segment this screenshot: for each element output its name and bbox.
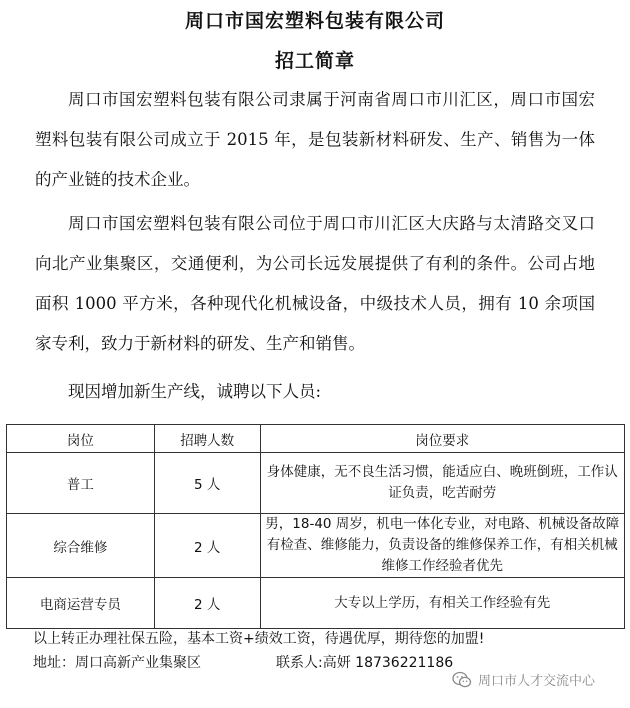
cell-requirement: 男，18-40 周岁，机电一体化专业，对电路、机械设备故障有检查、维修能力，负责设备的维修保养工作，有相关机械维修工作经验者优先: [260, 514, 624, 578]
cell-count: 5 人: [154, 453, 260, 514]
table-row: [7, 514, 625, 578]
document-title: 招工简章: [274, 50, 355, 72]
intro-paragraph-3: 现因增加新生产线，诚聘以下人员:: [68, 382, 322, 401]
cell-position: 普工: [7, 453, 155, 514]
cell-count: 2 人: [154, 578, 260, 629]
wechat-icon: [452, 671, 472, 689]
address-text: 地址：周口高新产业集聚区: [33, 655, 201, 671]
header-position: 岗位: [7, 425, 155, 453]
table-row: [7, 578, 625, 629]
company-title: 周口市国宏塑料包装有限公司: [184, 10, 445, 32]
watermark-text: 周口市人才交流中心: [478, 674, 596, 689]
cell-position: 综合维修: [7, 514, 155, 578]
intro-paragraph-2: 周口市国宏塑料包装有限公司位于周口市川汇区大庆路与太清路交叉口向北产业集聚区，交通便利，为公司长远发展提供了有利的条件。公司占地面积 1000 平方米，各种现代化机械设备，中级技术人员，拥有 10 余项国家专利，致力于新材料的研发、生产和销售。: [35, 214, 595, 353]
benefits-text: 以上转正办理社保五险，基本工资+绩效工资，待遇优厚，期待您的加盟!: [33, 631, 485, 647]
table-row: [7, 453, 625, 514]
recruitment-table: [6, 424, 625, 629]
table-header-row: [7, 425, 625, 453]
contact-text: 联系人:高妍 18736221186: [276, 655, 454, 671]
watermark: [452, 670, 595, 689]
intro-paragraph-1: 周口市国宏塑料包装有限公司隶属于河南省周口市川汇区，周口市国宏塑料包装有限公司成立于 2015 年，是包装新材料研发、生产、销售为一体的产业链的技术企业。: [35, 90, 595, 189]
cell-count: 2 人: [154, 514, 260, 578]
cell-position: 电商运营专员: [7, 578, 155, 629]
cell-requirement: 身体健康，无不良生活习惯，能适应白、晚班倒班，工作认证负责，吃苦耐劳: [260, 453, 624, 514]
cell-requirement: 大专以上学历，有相关工作经验有先: [260, 578, 624, 629]
header-requirement: 岗位要求: [260, 425, 624, 453]
header-count: 招聘人数: [154, 425, 260, 453]
